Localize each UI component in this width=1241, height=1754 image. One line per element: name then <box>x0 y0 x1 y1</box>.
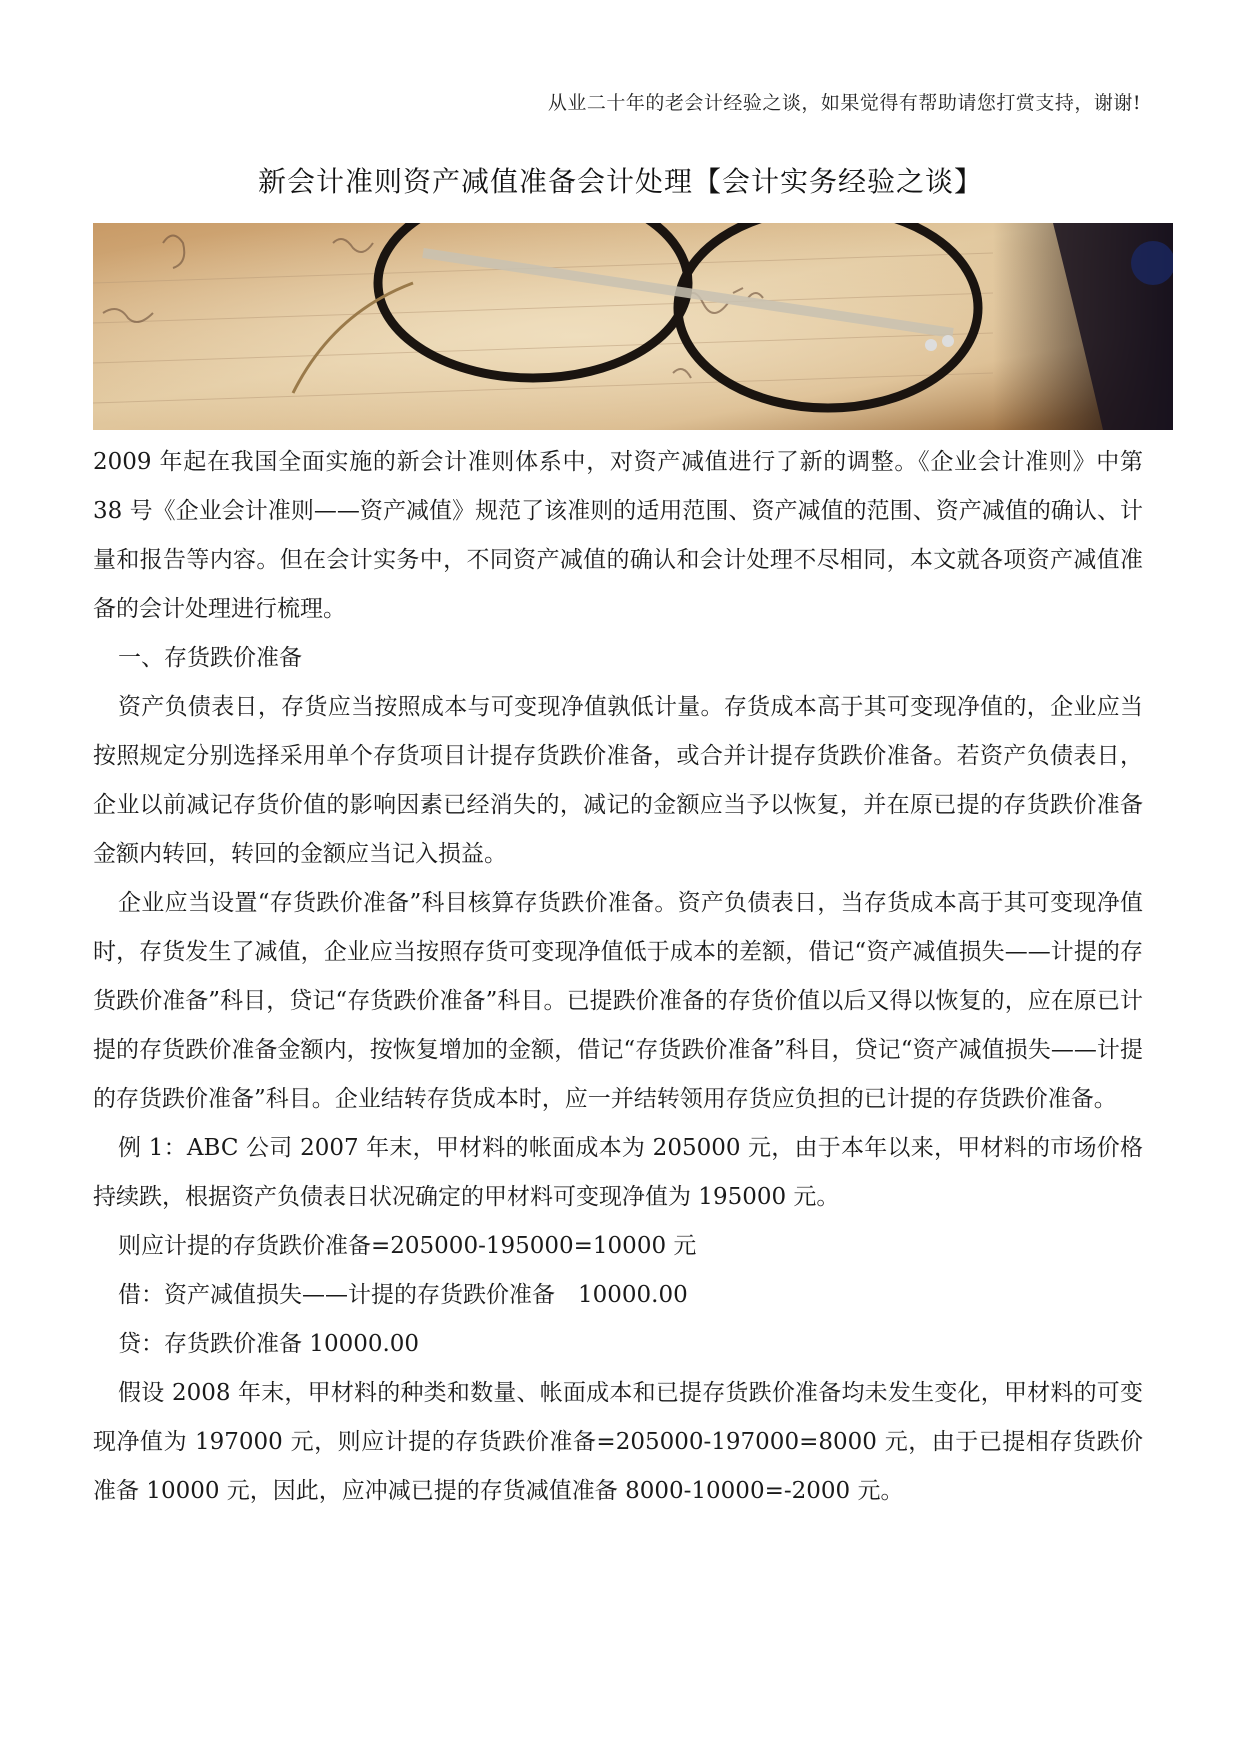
credit-entry: 贷：存货跌价准备 10000.00 <box>118 1331 420 1357</box>
paragraph: 假设 2008 年末，甲材料的种类和数量、帐面成本和已提存货跌价准备均未发生变化，甲材料的可变现净值为 197000 元，则应计提的存货跌价准备=205000-197000=8000 元，由于已提相存货跌价准备 10000 元，因此，应冲减已提的存货减值准备 8000-10000=-2000 元。 <box>93 1380 1143 1504</box>
paragraph: 企业应当设置“存货跌价准备”科目核算存货跌价准备。资产负债表日，当存货成本高于其可变现净值时，存货发生了减值，企业应当按照存货可变现净值低于成本的差额，借记“资产减值损失——计提的存货跌价准备”科目，贷记“存货跌价准备”科目。已提跌价准备的存货价值以后又得以恢复的，应在原已计提的存货跌价准备金额内，按恢复增加的金额，借记“存货跌价准备”科目，贷记“资产减值损失——计提的存货跌价准备”科目。企业结转存货成本时，应一并结转领用存货应负担的已计提的存货跌价准备。 <box>93 890 1143 1112</box>
section-heading: 一、存货跌价准备 <box>118 645 302 671</box>
example-paragraph: 例 1：ABC 公司 2007 年末，甲材料的帐面成本为 205000 元，由于本年以来，甲材料的市场价格持续跌，根据资产负债表日状况确定的甲材料可变现净值为 195000 元。 <box>93 1135 1143 1210</box>
debit-entry: 借：资产减值损失——计提的存货跌价准备 10000.00 <box>118 1282 688 1308</box>
page-title: 新会计准则资产减值准备会计处理【会计实务经验之谈】 <box>257 165 983 198</box>
formula-line: 则应计提的存货跌价准备=205000-195000=10000 元 <box>118 1233 697 1259</box>
article-body <box>93 438 1143 1516</box>
banner-image <box>93 223 1173 430</box>
paragraph: 资产负债表日，存货应当按照成本与可变现净值孰低计量。存货成本高于其可变现净值的，企业应当按照规定分别选择采用单个存货项目计提存货跌价准备，或合并计提存货跌价准备。若资产负债表日，企业以前减记存货价值的影响因素已经消失的，减记的金额应当予以恢复，并在原已提的存货跌价准备金额内转回，转回的金额应当记入损益。 <box>93 694 1143 867</box>
paragraph-intro: 2009 年起在我国全面实施的新会计准则体系中，对资产减值进行了新的调整。《企业会计准则》中第 38 号《企业会计准则——资产减值》规范了该准则的适用范围、资产减值的范围、资产减值的确认、计量和报告等内容。但在会计实务中，不同资产减值的确认和会计处理不尽相同，本文就各项资产减值准备的会计处理进行梳理。 <box>93 449 1143 622</box>
header-note: 从业二十年的老会计经验之谈，如果觉得有帮助请您打赏支持，谢谢! <box>547 92 1141 114</box>
